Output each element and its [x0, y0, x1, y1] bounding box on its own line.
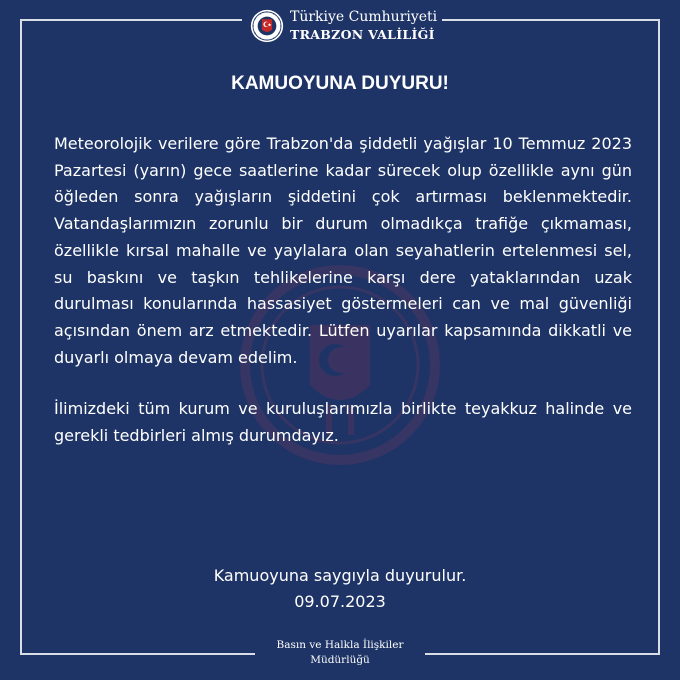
announcement-title: KAMUOYUNA DUYURU!: [231, 73, 449, 94]
footer-line: Müdürlüğü: [310, 654, 370, 666]
announcement-body: [54, 131, 632, 450]
footer-line: Basın ve Halkla İlişkiler: [276, 639, 404, 651]
governorship-name: TRABZON VALİLİĞİ: [290, 27, 435, 42]
announcement-paragraph: İlimizdeki tüm kurum ve kuruluşlarımızla birlikte teyakkuz halinde ve gerekli tedbirleri almış durumdayız.: [54, 399, 632, 446]
closing-block: [0, 563, 680, 615]
governorship-seal-logo: [250, 9, 284, 43]
announcement-paragraph: Meteorolojik verilere göre Trabzon'da şiddetli yağışlar 10 Temmuz 2023 Pazartesi (yarın) gece saatlerine kadar sürecek olup özellikle aynı gün öğleden sonra yağışların şiddetini çok artırması beklenmektedir. Vatandaşlarımızın zorunlu bir durum olmadıkça trafiğe çıkmaması, özellikle kırsal mahalle ve yaylalara olan seyahatlerin ertelenmesi sel, su baskını ve taşkın tehlikelerine karşı dere yataklarından uzak durulması konularında hassasiyet göstermeleri can ve mal güvenliği açısından önem arz etmektedir. Lütfen uyarılar kapsamında dikkatli ve duyarlı olmaya devam edelim.: [54, 134, 632, 367]
footer-department: [0, 638, 680, 668]
closing-statement: Kamuoyuna saygıyla duyurulur.: [213, 566, 467, 585]
announcement-date: 09.07.2023: [294, 592, 386, 611]
institution-name: Türkiye Cumhuriyeti: [290, 9, 438, 25]
